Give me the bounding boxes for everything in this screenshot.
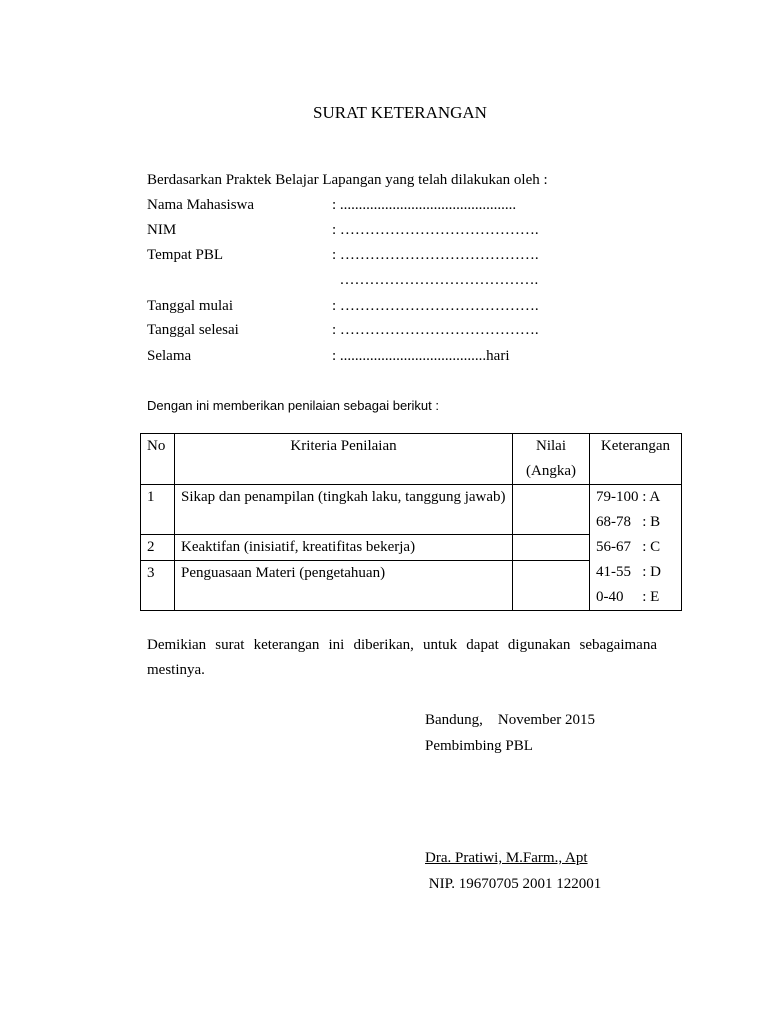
row-score (513, 485, 590, 535)
header-score (513, 434, 590, 485)
header-score-line2: (Angka) (526, 463, 576, 479)
table-row (141, 485, 682, 535)
row-criteria: Sikap dan penampilan (tingkah laku, tanggung jawab) (175, 485, 513, 535)
signature-role: Pembimbing PBL (425, 738, 533, 754)
row-score (513, 561, 590, 611)
grade-c: 56-67 : C (596, 539, 661, 555)
field-label-nim: NIM (147, 222, 177, 238)
row-no: 1 (141, 485, 175, 535)
header-notes: Keterangan (590, 434, 682, 485)
field-label-tanggal-mulai: Tanggal mulai (147, 298, 234, 314)
field-value-tanggal-selesai: : …………………………………. (332, 322, 539, 338)
signature-nip: NIP. 19670705 2001 122001 (425, 876, 602, 892)
field-label-tanggal-selesai: Tanggal selesai (147, 322, 239, 338)
header-score-line1: Nilai (536, 438, 566, 454)
row-criteria: Keaktifan (inisiatif, kreatifitas bekerja) (175, 535, 513, 561)
field-value-nim: : …………………………………. (332, 222, 539, 238)
grade-e: 0-40 : E (596, 589, 660, 605)
row-score (513, 535, 590, 561)
field-value-tanggal-mulai: : …………………………………. (332, 298, 539, 314)
row-criteria: Penguasaan Materi (pengetahuan) (175, 561, 513, 611)
field-value-tempat: : …………………………………. (332, 247, 539, 263)
signature-name: Dra. Pratiwi, M.Farm., Apt (425, 850, 588, 866)
grade-d: 41-55 : D (596, 564, 661, 580)
closing-paragraph: Demikian surat keterangan ini diberikan, untuk dapat digunakan sebagaimana mestinya. (147, 637, 657, 678)
field-label-selama: Selama (147, 348, 192, 364)
assessment-table (140, 433, 682, 611)
grade-scale (590, 485, 682, 611)
row-no: 3 (141, 561, 175, 611)
intro-text: Berdasarkan Praktek Belajar Lapangan yang telah dilakukan oleh : (147, 172, 548, 188)
document-title: SURAT KETERANGAN (313, 103, 487, 122)
field-label-tempat: Tempat PBL (147, 247, 224, 263)
assessment-intro: Dengan ini memberikan penilaian sebagai berikut : (147, 398, 439, 413)
grade-a: 79-100 : A (596, 489, 661, 505)
header-no: No (141, 434, 175, 485)
field-value-tempat-line2: …………………………………. (332, 272, 539, 288)
row-no: 2 (141, 535, 175, 561)
field-value-selama: : .......................................hari (332, 348, 510, 364)
field-label-nama: Nama Mahasiswa (147, 197, 255, 213)
header-criteria: Kriteria Penilaian (175, 434, 513, 485)
grade-b: 68-78 : B (596, 514, 661, 530)
signature-place-date: Bandung, November 2015 (425, 712, 595, 728)
table-header-row (141, 434, 682, 485)
field-value-nama: : ............................................... (332, 197, 517, 213)
